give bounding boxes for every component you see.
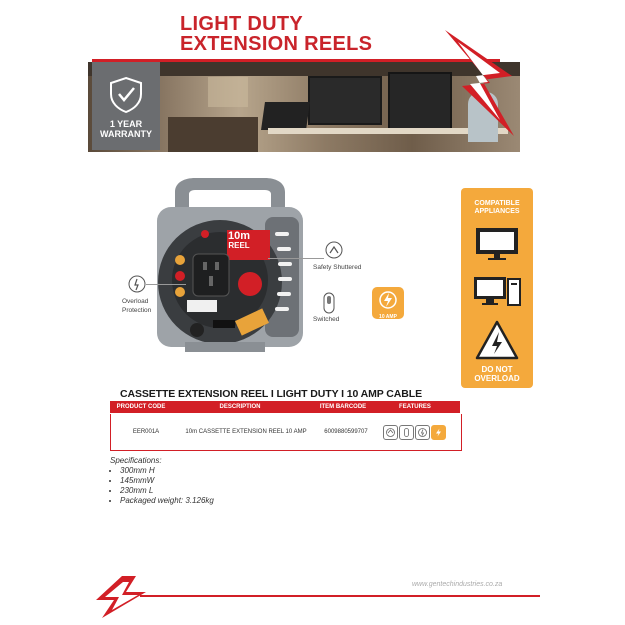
computer-icon <box>472 273 522 309</box>
safety-shuttered-icon <box>324 240 344 260</box>
feature-24v-icon <box>383 425 398 440</box>
compatible-appliances-panel <box>461 188 533 388</box>
feature-switch-icon <box>399 425 414 440</box>
reel-label <box>228 232 250 250</box>
spec-item: • 145mmW <box>120 476 214 486</box>
reel-label-length: 10m <box>228 230 251 242</box>
amp-badge <box>372 287 404 319</box>
product-title: CASSETTE EXTENSION REEL I LIGHT DUTY I 10 AMP CABLE <box>120 388 422 400</box>
product-table-header <box>110 401 460 413</box>
footer-rule <box>140 595 540 597</box>
overload-icon <box>128 275 146 293</box>
reel-label-sub: REEL <box>228 241 250 250</box>
footer-lightning-logo <box>92 576 150 618</box>
switch-icon <box>322 292 336 314</box>
warning-line-1: DO NOT <box>481 365 513 374</box>
panel-heading-line-2: APPLIANCES <box>474 208 520 215</box>
feature-amp-icon <box>431 425 446 440</box>
specifications-heading: Specifications: <box>110 456 162 465</box>
column-header-code: PRODUCT CODE <box>116 404 166 410</box>
product-barcode: 6009880599707 <box>324 429 368 435</box>
warning-line-2: OVERLOAD <box>474 374 520 383</box>
spec-item: • Packaged weight: 3.126kg <box>120 496 214 506</box>
callout-overload-protection: Overload Protection <box>122 298 152 314</box>
warranty-badge <box>92 62 160 150</box>
warranty-line-1: 1 YEAR <box>109 119 143 129</box>
callout-safety-shuttered: Safety Shuttered <box>313 264 362 271</box>
spec-item: • 230mm L <box>120 486 214 496</box>
amp-badge-label: 10 AMP <box>379 314 397 320</box>
callout-switched: Switched <box>313 316 340 323</box>
panel-heading-line-1: COMPATIBLE <box>474 200 520 207</box>
spec-item: • 300mm H <box>120 466 214 476</box>
high-voltage-warning-icon <box>475 320 519 360</box>
lightning-bolt-logo <box>440 28 520 138</box>
product-description: 10m CASSETTE EXTENSION REEL 10 AMP <box>185 429 307 435</box>
title-line-1: LIGHT DUTY <box>180 13 303 35</box>
column-header-barcode: ITEM BARCODE <box>319 404 367 410</box>
feature-overload-icon <box>415 425 430 440</box>
page-title <box>180 14 372 54</box>
lightning-icon <box>378 290 398 310</box>
callout-line-overload <box>146 284 186 285</box>
website-link[interactable]: www.gentechindustries.co.za <box>412 581 503 588</box>
extension-reel-image <box>145 172 315 367</box>
specifications-list <box>110 466 214 506</box>
callout-line-safety <box>268 258 324 259</box>
column-header-features: FEATURES <box>399 404 431 410</box>
shield-check-icon <box>108 76 144 114</box>
warranty-line-2: WARRANTY <box>100 129 152 139</box>
specifications <box>110 456 214 506</box>
monitor-icon <box>474 226 520 262</box>
product-code: EER001A <box>132 429 160 435</box>
title-line-2: EXTENSION REELS <box>180 33 373 55</box>
column-header-description: DESCRIPTION <box>219 404 261 410</box>
table-row <box>110 414 462 451</box>
